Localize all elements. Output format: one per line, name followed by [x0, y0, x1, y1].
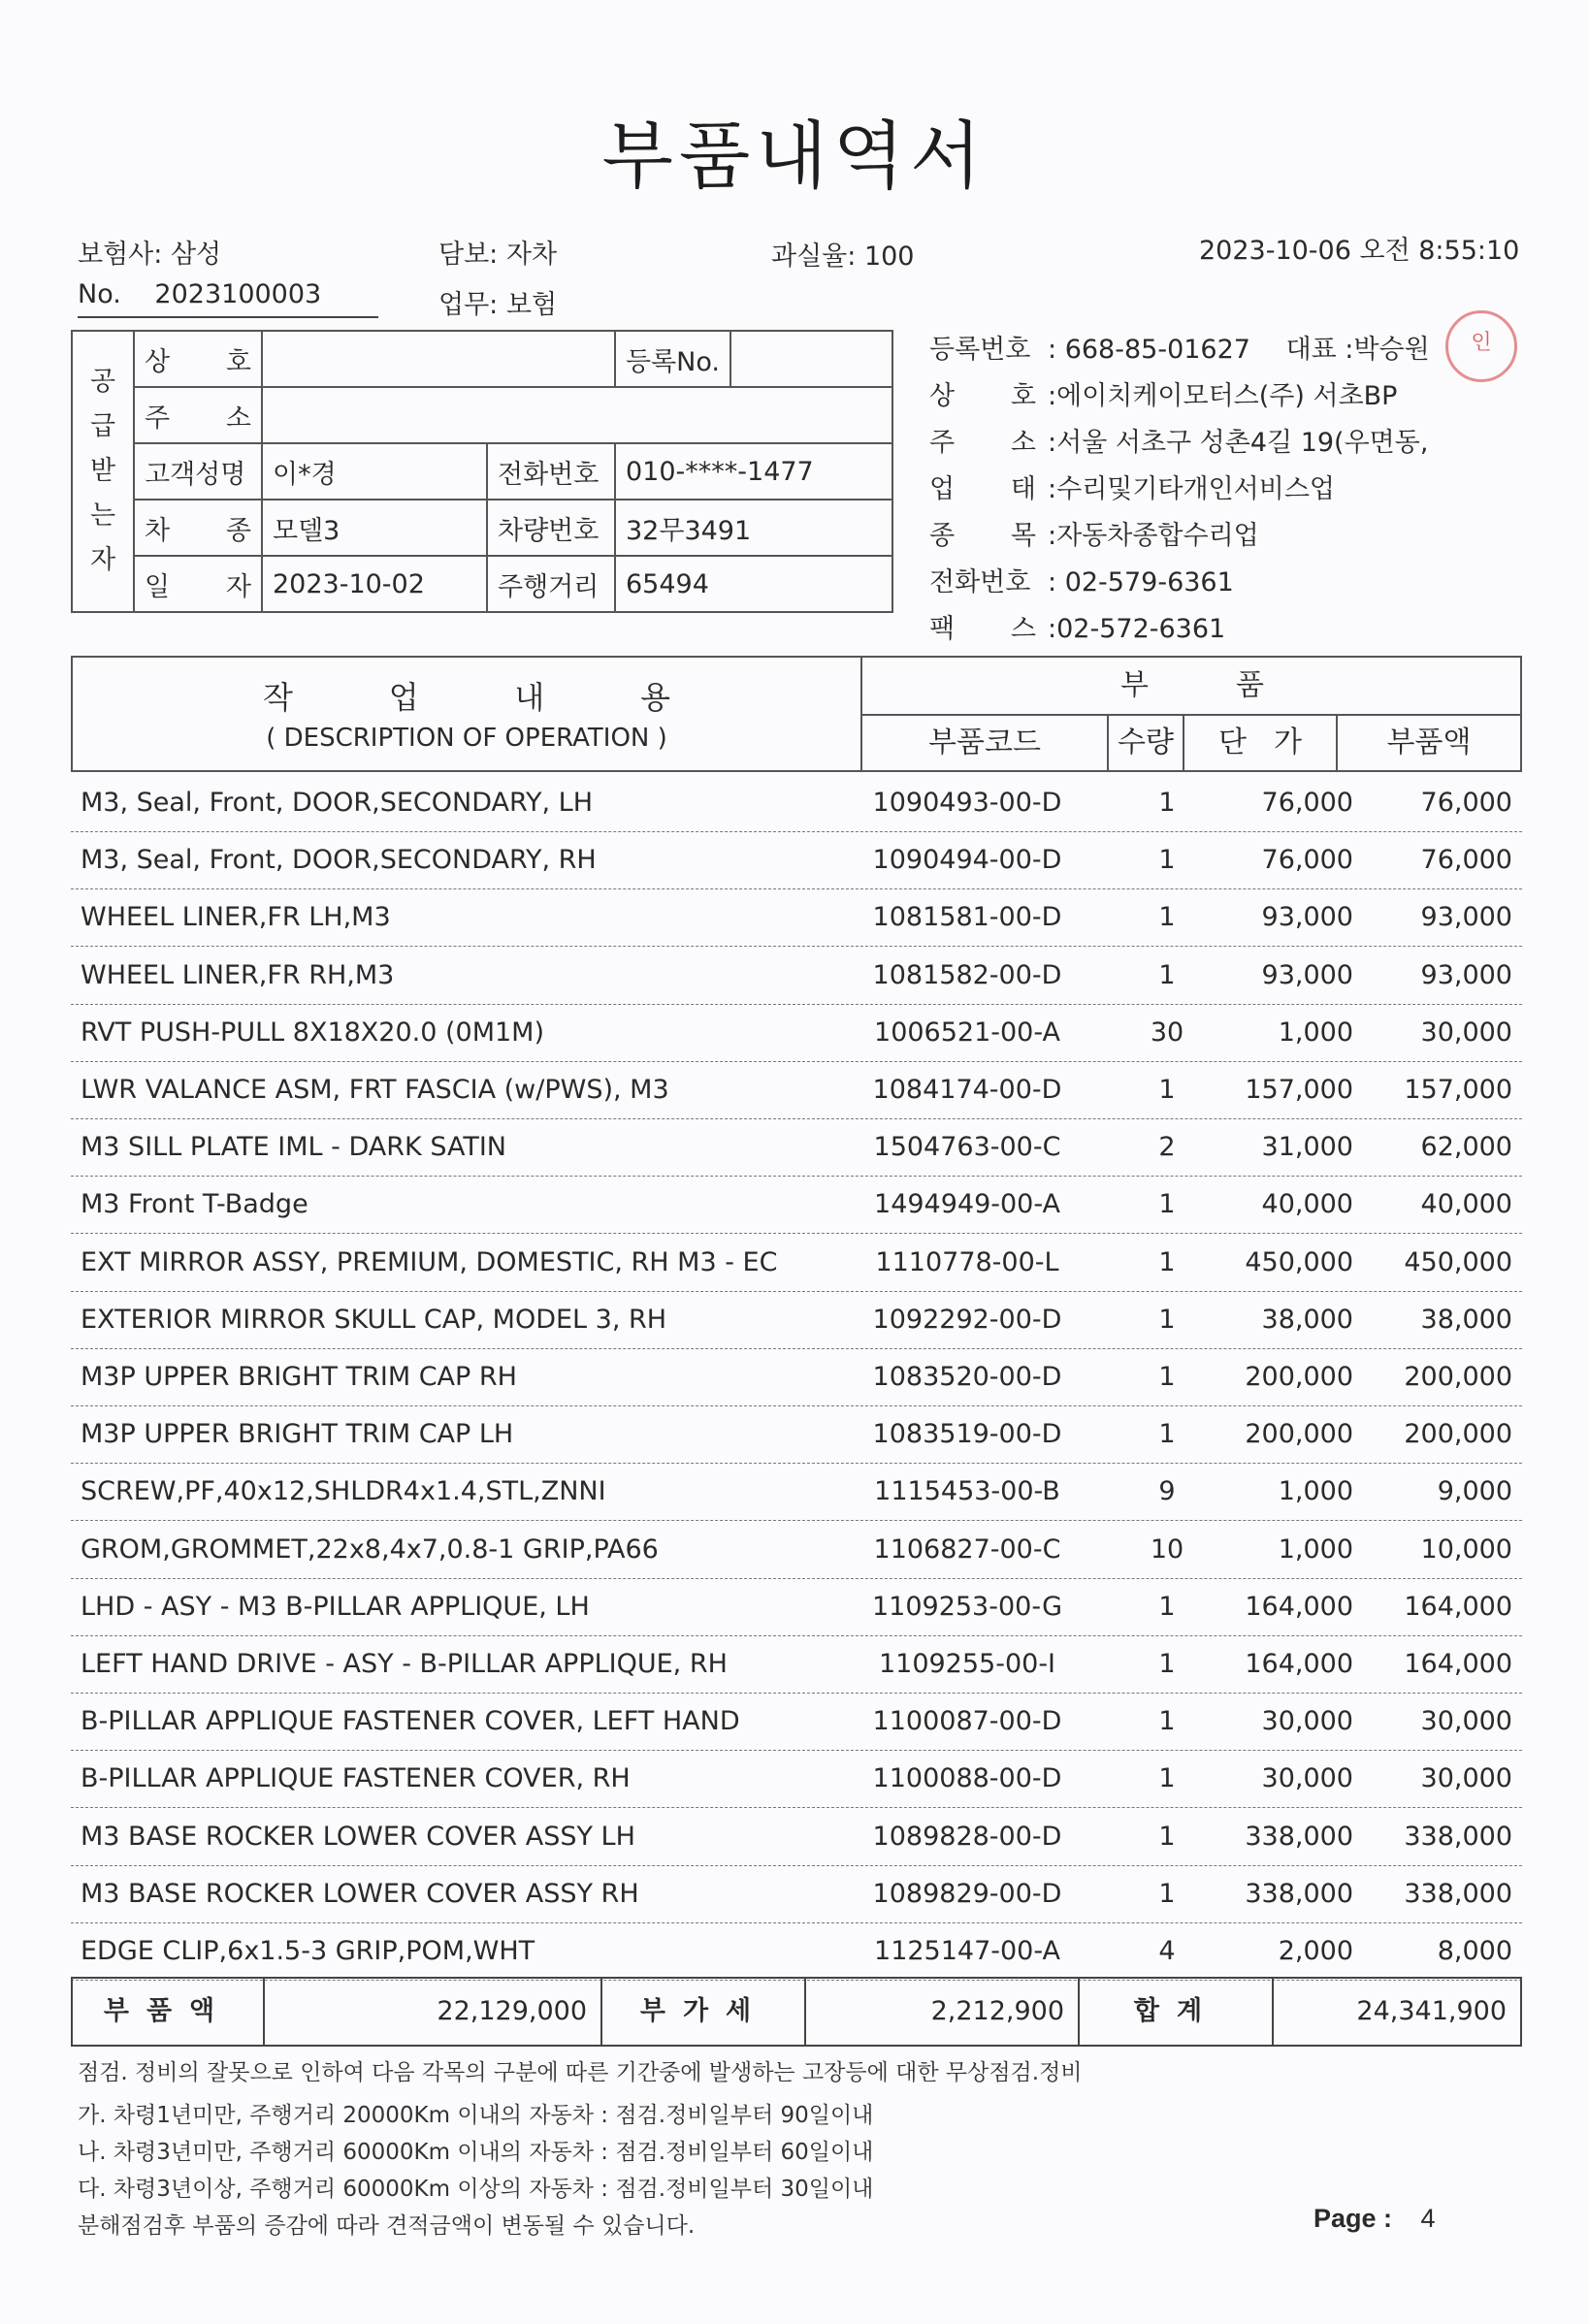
table-row	[71, 1291, 1522, 1349]
part-quantity: 1	[1158, 1246, 1176, 1277]
part-description: LEFT HAND DRIVE - ASY - B-PILLAR APPLIQUE, RH	[81, 1649, 728, 1679]
quantity-header: 수량	[1109, 716, 1184, 770]
part-amount: 30,000	[1420, 1706, 1512, 1737]
part-code: 1115453-00-B	[874, 1476, 1060, 1507]
part-amount: 10,000	[1420, 1533, 1512, 1565]
part-code: 1109255-00-I	[878, 1649, 1056, 1679]
part-quantity: 4	[1158, 1936, 1176, 1966]
table-row	[71, 774, 1522, 832]
part-quantity: 1	[1158, 845, 1176, 876]
part-unit-price: 1,000	[1278, 1476, 1353, 1507]
part-code: 1125147-00-A	[874, 1936, 1060, 1966]
customer-label: 고객성명	[134, 443, 262, 500]
part-amount: 93,000	[1420, 902, 1512, 933]
part-unit-price: 30,000	[1261, 1706, 1353, 1737]
part-amount: 338,000	[1404, 1821, 1512, 1852]
part-description: M3 Front T-Badge	[81, 1189, 308, 1220]
part-code: 1090494-00-D	[872, 845, 1062, 876]
supplier-name: 상 호 :에이치케이모터스(주) 서초BP	[929, 381, 1398, 411]
part-quantity: 9	[1158, 1476, 1176, 1507]
sum-value: 24,341,900	[1356, 1996, 1507, 2026]
part-description: M3 BASE ROCKER LOWER COVER ASSY RH	[81, 1878, 639, 1909]
warranty-note-c: 다. 차령3년이상, 주행거리 60000Km 이상의 자동차 : 점검.정비일부터 30일이내	[78, 2177, 874, 2202]
part-code: 1100087-00-D	[872, 1706, 1062, 1737]
table-row	[71, 1061, 1522, 1119]
part-description: LHD - ASY - M3 B-PILLAR APPLIQUE, LH	[81, 1591, 590, 1622]
part-code: 1110778-00-L	[875, 1246, 1059, 1277]
table-row	[71, 1865, 1522, 1923]
part-amount: 76,000	[1420, 788, 1512, 818]
table-row	[71, 1405, 1522, 1464]
part-amount: 338,000	[1404, 1878, 1512, 1909]
insurer-field: 보험사: 삼성	[78, 240, 222, 270]
table-row	[71, 888, 1522, 947]
part-unit-price: 1,000	[1278, 1017, 1353, 1048]
part-code: 1089828-00-D	[872, 1821, 1062, 1852]
part-code: 1089829-00-D	[872, 1878, 1062, 1909]
part-code: 1100088-00-D	[872, 1763, 1062, 1794]
part-description: B-PILLAR APPLIQUE FASTENER COVER, LEFT HAND	[81, 1706, 740, 1737]
part-amount: 450,000	[1404, 1246, 1512, 1277]
part-code: 1090493-00-D	[872, 788, 1062, 818]
table-row	[71, 1348, 1522, 1406]
part-code: 1081582-00-D	[872, 959, 1062, 990]
company-value	[262, 331, 615, 387]
phone-value: 010-****-1477	[615, 443, 892, 500]
parts-total-value: 22,129,000	[265, 1979, 602, 2045]
part-unit-price: 76,000	[1261, 845, 1353, 876]
part-description: M3, Seal, Front, DOOR,SECONDARY, RH	[81, 845, 597, 876]
part-description: RVT PUSH-PULL 8X18X20.0 (0M1M)	[81, 1017, 545, 1048]
company-label: 상 호	[134, 331, 262, 387]
sum-label: 합계	[1082, 1979, 1274, 2045]
customer-value: 이*경	[262, 443, 487, 500]
parts-total-label: 부품액	[73, 1979, 265, 2045]
part-description: WHEEL LINER,FR LH,M3	[81, 902, 391, 933]
warranty-note-b: 나. 차령3년미만, 주행거리 60000Km 이내의 자동차 : 점검.정비일부터 60일이내	[78, 2140, 874, 2165]
part-code: 1092292-00-D	[872, 1304, 1062, 1335]
estimate-note: 분해점검후 부품의 증감에 따라 견적금액이 변동될 수 있습니다.	[78, 2213, 696, 2239]
part-quantity: 1	[1158, 1763, 1176, 1794]
mileage-label: 주행거리	[487, 556, 615, 612]
recipient-side-label: 공 급 받 는 자	[72, 331, 134, 612]
table-row	[71, 947, 1522, 1005]
table-row	[71, 1922, 1522, 1981]
part-amount: 164,000	[1404, 1649, 1512, 1679]
part-unit-price: 200,000	[1245, 1362, 1353, 1392]
part-code: 1083520-00-D	[872, 1362, 1062, 1392]
warranty-note: 점검. 정비의 잘못으로 인하여 다음 각목의 구분에 따른 기간중에 발생하는 고장등에 대한 무상점검.정비	[78, 2060, 1083, 2085]
vat-value: 2,212,900	[806, 1979, 1080, 2045]
part-quantity: 1	[1158, 1304, 1176, 1335]
part-quantity: 1	[1158, 1878, 1176, 1909]
part-code: 1006521-00-A	[874, 1017, 1060, 1048]
part-quantity: 2	[1158, 1132, 1176, 1163]
part-amount: 76,000	[1420, 845, 1512, 876]
part-description: M3P UPPER BRIGHT TRIM CAP LH	[81, 1419, 514, 1450]
part-unit-price: 38,000	[1261, 1304, 1353, 1335]
part-unit-price: 93,000	[1261, 959, 1353, 990]
vat-label: 부가세	[604, 1979, 806, 2045]
reg-no-value	[730, 331, 892, 387]
part-unit-price: 2,000	[1278, 1936, 1353, 1966]
part-unit-price: 200,000	[1245, 1419, 1353, 1450]
document-no-field: No. 2023100003	[78, 279, 378, 318]
table-row	[71, 1004, 1522, 1062]
part-unit-price: 338,000	[1245, 1821, 1353, 1852]
document-title: 부품내역서	[601, 113, 988, 199]
fault-ratio-field: 과실율: 100	[771, 242, 915, 272]
part-quantity: 1	[1158, 788, 1176, 818]
part-quantity: 1	[1158, 1591, 1176, 1622]
table-row	[71, 1118, 1522, 1177]
table-row	[71, 1750, 1522, 1808]
part-unit-price: 40,000	[1261, 1189, 1353, 1220]
part-quantity: 1	[1158, 1075, 1176, 1105]
part-amount: 30,000	[1420, 1763, 1512, 1794]
address-value	[262, 387, 892, 443]
mileage-value: 65494	[615, 556, 892, 612]
part-unit-price: 30,000	[1261, 1763, 1353, 1794]
part-description: M3, Seal, Front, DOOR,SECONDARY, LH	[81, 788, 594, 818]
part-amount: 93,000	[1420, 959, 1512, 990]
part-unit-price: 164,000	[1245, 1591, 1353, 1622]
page-indicator: Page : 4	[1313, 2204, 1436, 2233]
part-quantity: 1	[1158, 902, 1176, 933]
table-row	[71, 1808, 1522, 1866]
print-timestamp: 2023-10-06 오전 8:55:10	[1199, 236, 1520, 266]
supplier-business-item: 종 목 :자동차종합수리업	[929, 521, 1259, 551]
work-type-field: 업무: 보험	[438, 290, 558, 320]
part-code: 1084174-00-D	[872, 1075, 1062, 1105]
part-description: M3P UPPER BRIGHT TRIM CAP RH	[81, 1362, 517, 1392]
part-unit-price: 157,000	[1245, 1075, 1353, 1105]
table-row	[71, 831, 1522, 889]
part-description: EXT MIRROR ASSY, PREMIUM, DOMESTIC, RH M3 - EC	[81, 1246, 778, 1277]
part-code: 1083519-00-D	[872, 1419, 1062, 1450]
part-amount: 38,000	[1420, 1304, 1512, 1335]
parts-header: 부 품	[862, 658, 1522, 716]
address-label: 주 소	[134, 387, 262, 443]
supplier-reg: 등록번호 : 668-85-01627 대표 :박승원	[929, 335, 1430, 365]
part-quantity: 1	[1158, 1189, 1176, 1220]
parts-table-header	[71, 656, 1522, 772]
part-code: 1504763-00-C	[873, 1132, 1061, 1163]
part-code: 1494949-00-A	[874, 1189, 1060, 1220]
part-description: M3 BASE ROCKER LOWER COVER ASSY LH	[81, 1821, 635, 1852]
part-quantity: 1	[1158, 1419, 1176, 1450]
part-amount: 40,000	[1420, 1189, 1512, 1220]
part-quantity: 1	[1158, 1821, 1176, 1852]
part-unit-price: 31,000	[1261, 1132, 1353, 1163]
part-quantity: 1	[1158, 959, 1176, 990]
supplier-business-type: 업 태 :수리및기타개인서비스업	[929, 474, 1336, 504]
table-row	[71, 1635, 1522, 1694]
part-amount: 30,000	[1420, 1017, 1512, 1048]
plate-label: 차량번호	[487, 500, 615, 556]
phone-label: 전화번호	[487, 443, 615, 500]
table-row	[71, 1578, 1522, 1636]
supplier-address: 주 소 :서울 서초구 성촌4길 19(우면동,	[929, 428, 1429, 458]
part-code-header: 부품코드	[862, 716, 1109, 770]
model-label: 차 종	[134, 500, 262, 556]
part-description: GROM,GROMMET,22x8,4x7,0.8-1 GRIP,PA66	[81, 1533, 659, 1565]
part-amount: 157,000	[1404, 1075, 1512, 1105]
part-amount: 62,000	[1420, 1132, 1512, 1163]
reg-no-label: 등록No.	[615, 331, 730, 387]
part-unit-price: 76,000	[1261, 788, 1353, 818]
part-description: B-PILLAR APPLIQUE FASTENER COVER, RH	[81, 1763, 631, 1794]
date-value: 2023-10-02	[262, 556, 487, 612]
model-value: 모델3	[262, 500, 487, 556]
part-amount: 200,000	[1404, 1419, 1512, 1450]
part-quantity: 10	[1150, 1533, 1184, 1565]
part-unit-price: 338,000	[1245, 1878, 1353, 1909]
part-description: M3 SILL PLATE IML - DARK SATIN	[81, 1132, 506, 1163]
supplier-fax: 팩 스 :02-572-6361	[929, 614, 1226, 644]
warranty-note-a: 가. 차령1년미만, 주행거리 20000Km 이내의 자동차 : 점검.정비일부터 90일이내	[78, 2103, 874, 2128]
table-row	[71, 1176, 1522, 1234]
table-row	[71, 1234, 1522, 1292]
part-amount: 9,000	[1437, 1476, 1512, 1507]
unit-price-header: 단 가	[1184, 716, 1338, 770]
description-header: 작 업 내 용 ( DESCRIPTION OF OPERATION )	[73, 658, 862, 770]
part-quantity: 1	[1158, 1649, 1176, 1679]
table-row	[71, 1693, 1522, 1751]
part-description: SCREW,PF,40x12,SHLDR4x1.4,STL,ZNNI	[81, 1476, 606, 1507]
part-amount: 164,000	[1404, 1591, 1512, 1622]
part-code: 1109253-00-G	[871, 1591, 1062, 1622]
part-description: EXTERIOR MIRROR SKULL CAP, MODEL 3, RH	[81, 1304, 667, 1335]
part-quantity: 1	[1158, 1362, 1176, 1392]
part-amount: 200,000	[1404, 1362, 1512, 1392]
amount-header: 부품액	[1386, 726, 1472, 759]
coverage-field: 담보: 자차	[438, 240, 558, 270]
plate-value: 32무3491	[615, 500, 892, 556]
part-description: LWR VALANCE ASM, FRT FASCIA (w/PWS), M3	[81, 1075, 669, 1105]
part-unit-price: 450,000	[1245, 1246, 1353, 1277]
company-seal-stamp: 인	[1445, 310, 1517, 382]
part-quantity: 30	[1150, 1017, 1184, 1048]
part-code: 1081581-00-D	[872, 902, 1062, 933]
part-quantity: 1	[1158, 1706, 1176, 1737]
part-unit-price: 93,000	[1261, 902, 1353, 933]
supplier-phone: 전화번호 : 02-579-6361	[929, 567, 1234, 597]
date-label: 일 자	[134, 556, 262, 612]
part-amount: 8,000	[1437, 1936, 1512, 1966]
part-description: EDGE CLIP,6x1.5-3 GRIP,POM,WHT	[81, 1936, 535, 1966]
recipient-box	[71, 330, 893, 613]
totals-bar	[71, 1977, 1522, 2047]
part-code: 1106827-00-C	[873, 1533, 1061, 1565]
table-row	[71, 1521, 1522, 1579]
part-unit-price: 164,000	[1245, 1649, 1353, 1679]
table-row	[71, 1463, 1522, 1521]
part-unit-price: 1,000	[1278, 1533, 1353, 1565]
part-description: WHEEL LINER,FR RH,M3	[81, 959, 395, 990]
